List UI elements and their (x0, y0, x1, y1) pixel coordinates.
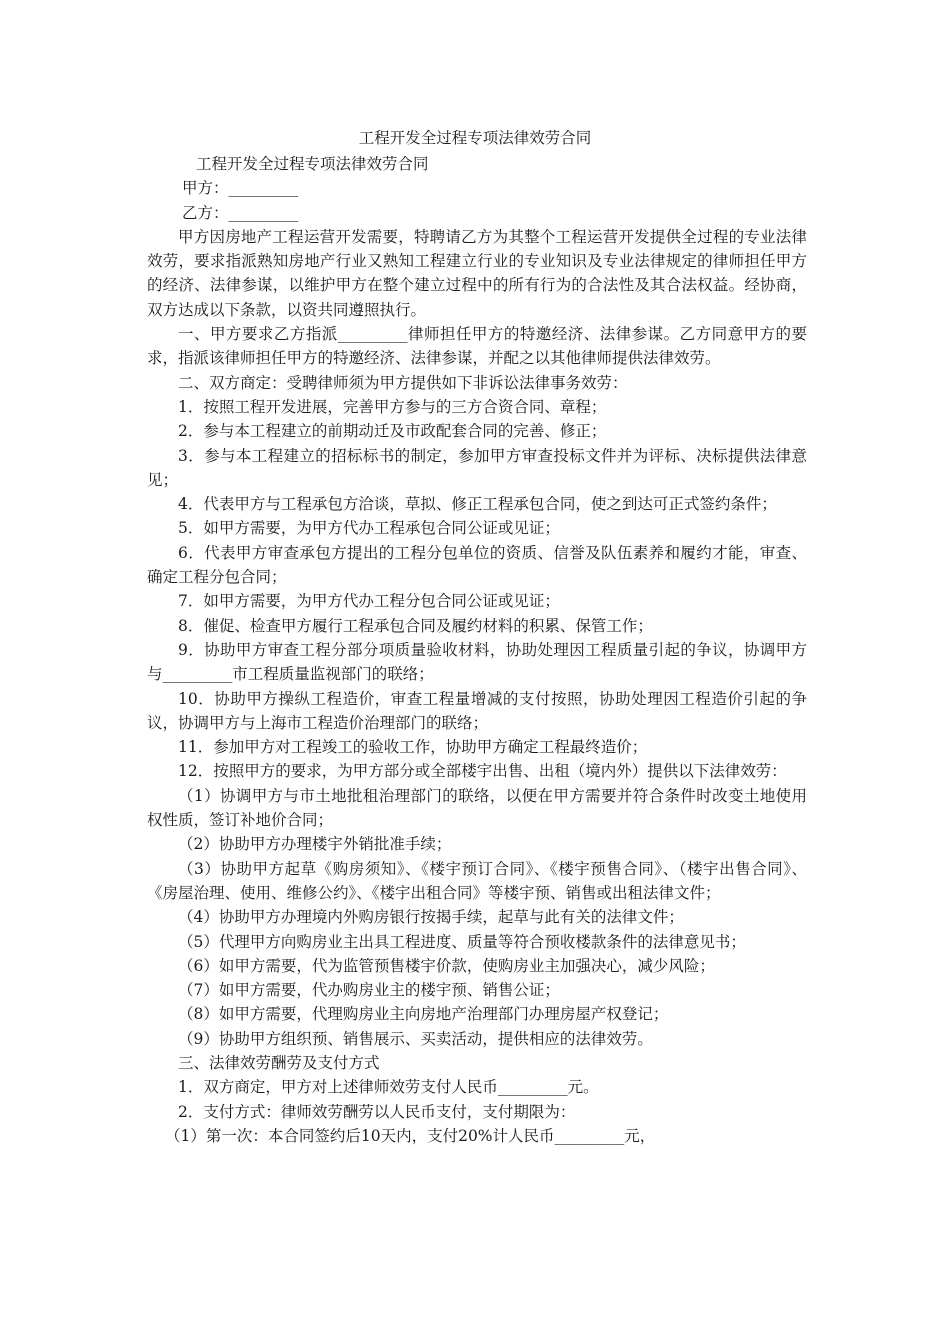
paragraph: 4．代表甲方与工程承包方洽谈，草拟、修正工程承包合同，使之到达可正式签约条件； (178, 495, 777, 514)
paragraph: （1）协调甲方与市土地批租治理部门的联络，以便在甲方需要并符合条件时改变土地使用权性质，签订补地价合同； (147, 786, 807, 830)
paragraph: 甲方：_________ (182, 179, 299, 198)
paragraph: 2．支付方式：律师效劳酬劳以人民币支付，支付期限为： (178, 1102, 576, 1121)
paragraph: 3．参与本工程建立的招标标书的制定，参加甲方审查投标文件并为评标、决标提供法律意见； (147, 446, 807, 489)
document-subtitle: 工程开发全过程专项法律效劳合同 (196, 155, 429, 173)
paragraph: 甲方因房地产工程运营开发需要，特聘请乙方为其整个工程运营开发提供全过程的专业法律效劳，要求指派熟知房地产行业又熟知工程建立行业的专业知识及专业法律规定的律师担任甲方的经济、法律参谋，以维护甲方在整个建立过程中的所有行为的合法性及其合法权益。经协商，双方达成以下条款，以资共同遵照执行。 (147, 227, 807, 319)
paragraph: （7）如甲方需要，代办购房业主的楼宇预、销售公证； (178, 981, 560, 1000)
paragraph: （8）如甲方需要，代理购房业主向房地产治理部门办理房屋产权登记； (178, 1005, 669, 1024)
paragraph: 10．协助甲方操纵工程造价，审查工程量增减的支付按照，协助处理因工程造价引起的争议，协调甲方与上海市工程造价治理部门的联络； (147, 689, 807, 732)
paragraph: 一、甲方要求乙方指派_________律师担任甲方的特邀经济、法律参谋。乙方同意甲方的要求，指派该律师担任甲方的特邀经济、法律参谋，并配之以其他律师提供法律效劳。 (147, 325, 807, 368)
paragraph: 11．参加甲方对工程竣工的验收工作，协助甲方确定工程最终造价； (178, 738, 648, 757)
document-title: 工程开发全过程专项法律效劳合同 (358, 129, 592, 147)
paragraph: （3）协助甲方起草《购房须知》、《楼宇预订合同》、《楼宇预售合同》、（楼宇出售合同》、《房屋治理、使用、维修公约》、《楼宇出租合同》等楼宇预、销售或出租法律文件； (147, 859, 807, 902)
paragraph: （2）协助甲方办理楼宇外销批准手续； (178, 835, 452, 854)
paragraph: （5）代理甲方向购房业主出具工程进度、质量等符合预收楼款条件的法律意见书； (178, 932, 746, 951)
paragraph: （6）如甲方需要，代为监管预售楼宇价款，使购房业主加强决心，减少风险； (178, 956, 715, 975)
paragraph: 1．按照工程开发进展，完善甲方参与的三方合资合同、章程； (178, 397, 607, 416)
document-body (147, 152, 807, 1148)
paragraph: 5．如甲方需要，为甲方代办工程承包合同公证或见证； (178, 519, 560, 538)
paragraph: 7．如甲方需要，为甲方代办工程分包合同公证或见证； (178, 592, 560, 611)
paragraph: （4）协助甲方办理境内外购房银行按揭手续，起草与此有关的法律文件； (178, 908, 684, 927)
paragraph: 12．按照甲方的要求，为甲方部分或全部楼宇出售、出租（境内外）提供以下法律效劳： (178, 762, 787, 781)
paragraph: 9．协助甲方审查工程分部分项质量验收材料，协助处理因工程质量引起的争议，协调甲方与_________市工程质量监视部门的联络； (147, 640, 807, 684)
paragraph: 2．参与本工程建立的前期动迁及市政配套合同的完善、修正； (178, 422, 607, 441)
paragraph: 三、法律效劳酬劳及支付方式 (178, 1053, 380, 1072)
paragraph: （9）协助甲方组织预、销售展示、买卖活动，提供相应的法律效劳。 (178, 1029, 653, 1048)
paragraph: 二、双方商定：受聘律师须为甲方提供如下非诉讼法律事务效劳： (178, 373, 628, 392)
paragraph: 6．代表甲方审查承包方提出的工程分包单位的资质、信誉及队伍素养和履约才能，审查、确定工程分包合同； (147, 543, 807, 587)
paragraph: 8．催促、检查甲方履行工程承包合同及履约材料的积累、保管工作； (178, 616, 653, 635)
paragraph: 乙方：_________ (182, 203, 299, 222)
paragraph: （1）第一次：本合同签约后10天内，支付20%计人民币_________元， (165, 1126, 656, 1145)
paragraph: 1．双方商定，甲方对上述律师效劳支付人民币_________元。 (178, 1078, 599, 1097)
